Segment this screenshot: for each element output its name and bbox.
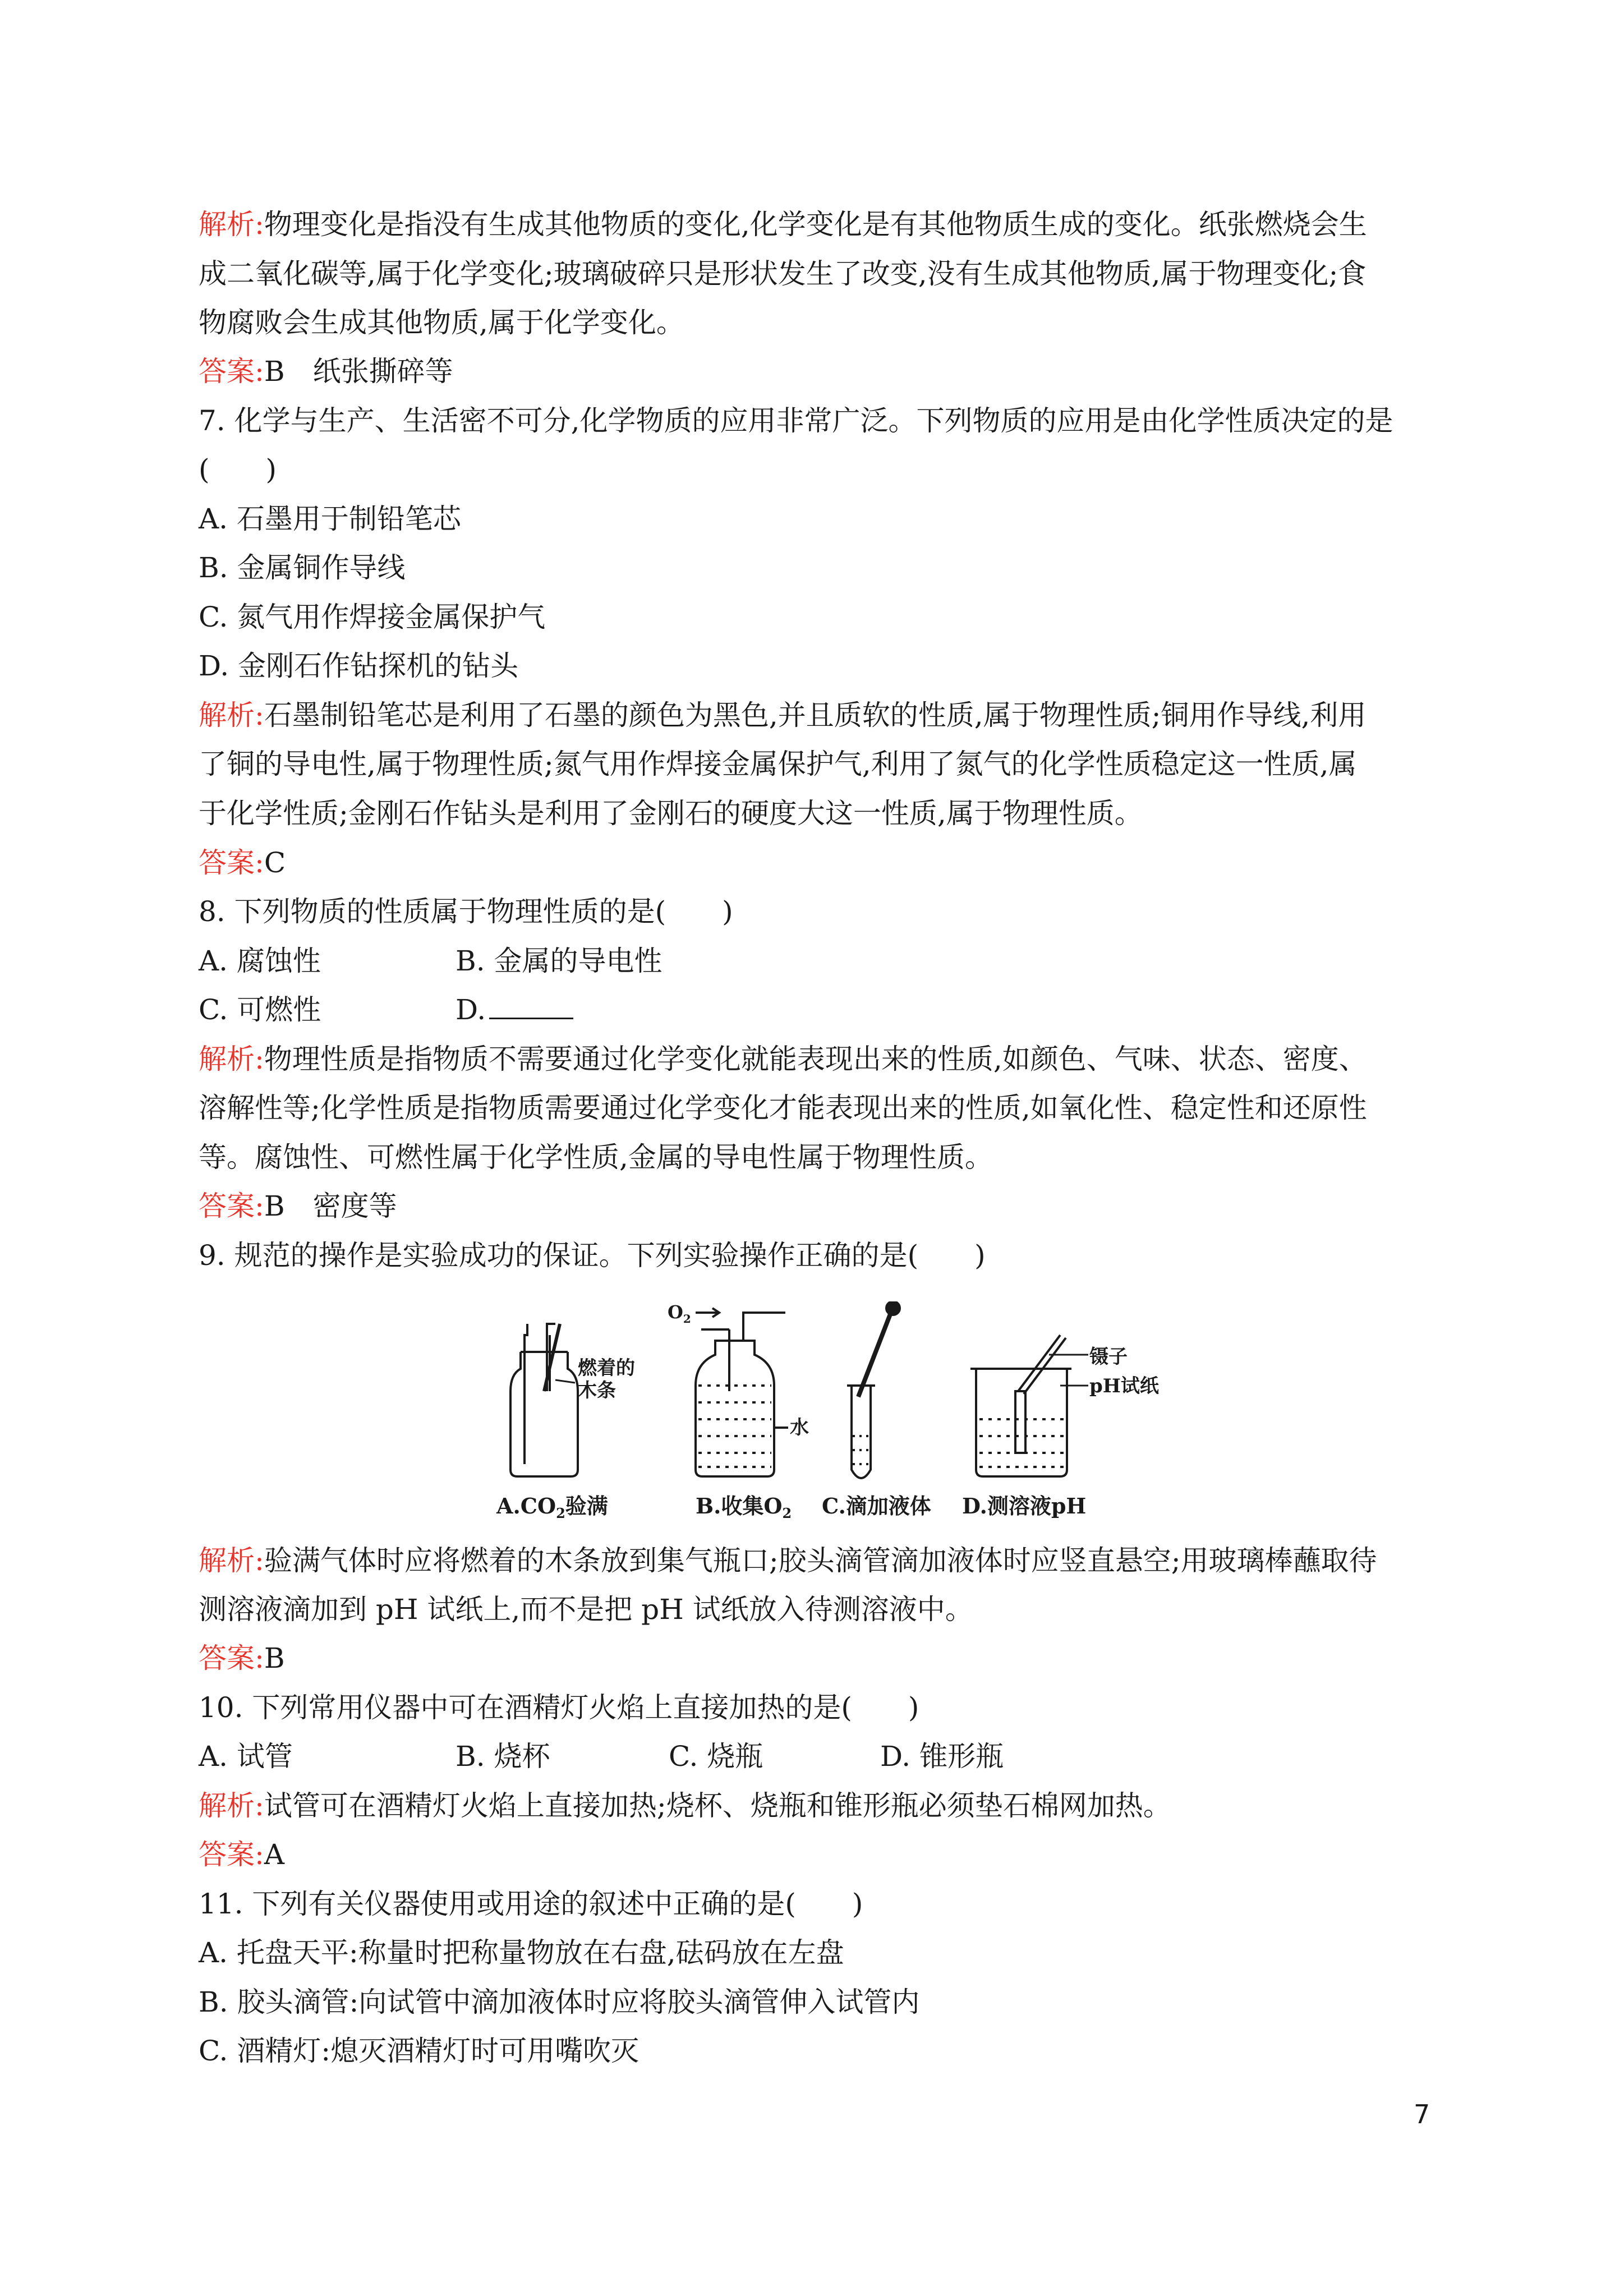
answer-label: 答案: xyxy=(199,846,264,879)
question-7-option-a: A. 石墨用于制铅笔芯 xyxy=(199,503,461,535)
question-11-option-c: C. 酒精灯:熄灭酒精灯时可用嘴吹灭 xyxy=(199,2035,640,2067)
answer-label: 答案: xyxy=(199,1190,264,1222)
question-11-option-a: A. 托盘天平:称量时把称量物放在右盘,砝码放在左盘 xyxy=(199,1936,844,1969)
question-9-answer: 答案:B xyxy=(199,1642,285,1674)
question-9-stem: 9. 规范的操作是实验成功的保证。下列实验操作正确的是( ) xyxy=(199,1239,986,1272)
caption-a: $A.CO_2$验满 xyxy=(496,1493,608,1521)
beaker-icon xyxy=(970,1369,1071,1476)
analysis-line: 成二氧化碳等,属于化学变化;玻璃破碎只是形状发生了改变,没有生成其他物质,属于物理变化;食 xyxy=(199,257,1367,290)
analysis-label: 解析: xyxy=(199,1789,264,1822)
question-7-analysis: 解析:石墨制铅笔芯是利用了石墨的颜色为黑色,并且质软的性质,属于物理性质;铜用作导线,利用 xyxy=(199,699,1367,731)
question-9-analysis: 测溶液滴加到 pH 试纸上,而不是把 pH 试纸放入待测溶液中。 xyxy=(199,1593,973,1626)
question-9-analysis: 解析:验满气体时应将燃着的木条放到集气瓶口;胶头滴管滴加液体时应竖直悬空;用玻璃棒蘸取待 xyxy=(199,1544,1377,1577)
fill-in-blank xyxy=(489,986,573,1019)
question-7-answer: 答案:C xyxy=(199,846,286,879)
question-10-option-d: D. 锥形瓶 xyxy=(880,1740,1004,1773)
question-8-option-d: D. xyxy=(456,985,573,1034)
answer-label: 答案: xyxy=(199,1642,264,1674)
question-8-analysis: 等。腐蚀性、可燃性属于化学性质,金属的导电性属于物理性质。 xyxy=(199,1141,993,1174)
question-10-option-a: A. 试管 xyxy=(199,1740,293,1773)
tweezers-icon xyxy=(1018,1335,1066,1394)
caption-d: D.测溶液pH xyxy=(962,1493,1087,1519)
question-8-answer: 答案:B 密度等 xyxy=(199,1190,397,1222)
analysis-label: 解析: xyxy=(199,699,264,731)
label-burning-stick: 燃着的 xyxy=(578,1357,635,1379)
label-ph-paper: pH试纸 xyxy=(1089,1375,1159,1397)
question-10-option-c: C. 烧瓶 xyxy=(669,1740,763,1773)
answer-line: 答案:B 纸张撕碎等 xyxy=(199,355,453,388)
question-10-option-b: B. 烧杯 xyxy=(456,1740,550,1773)
question-7-option-c: C. 氮气用作焊接金属保护气 xyxy=(199,601,546,633)
ph-paper-icon xyxy=(1015,1391,1025,1453)
question-8-option-c: C. 可燃性 xyxy=(199,993,321,1026)
collection-bottle-icon xyxy=(696,1308,788,1476)
page-number: 7 xyxy=(1414,2099,1430,2129)
question-7-option-b: B. 金属铜作导线 xyxy=(199,551,406,584)
question-8-option-a: A. 腐蚀性 xyxy=(199,945,321,977)
lab-operations-figure xyxy=(494,1301,1167,1526)
question-8-analysis: 溶解性等;化学性质是指物质需要通过化学变化才能表现出来的性质,如氧化性、稳定性和还原性 xyxy=(199,1092,1367,1124)
analysis-label: 解析: xyxy=(199,1544,264,1577)
question-8-analysis: 解析:物理性质是指物质不需要通过化学变化就能表现出来的性质,如颜色、气味、状态、密度、 xyxy=(199,1043,1367,1075)
analysis-line: 解析:物理变化是指没有生成其他物质的变化,化学变化是有其他物质生成的变化。纸张燃烧会生 xyxy=(199,208,1367,241)
gas-jar-icon xyxy=(510,1324,578,1476)
question-11-stem: 11. 下列有关仪器使用或用途的叙述中正确的是( ) xyxy=(199,1888,863,1920)
caption-b: B.收集$O_2$ xyxy=(696,1493,792,1521)
question-10-analysis: 解析:试管可在酒精灯火焰上直接加热;烧杯、烧瓶和锥形瓶必须垫石棉网加热。 xyxy=(199,1789,1171,1822)
answer-label: 答案: xyxy=(199,355,264,388)
label-o2: $O_2$ xyxy=(668,1301,691,1326)
caption-c: C.滴加液体 xyxy=(822,1493,931,1519)
question-10-stem: 10. 下列常用仪器中可在酒精灯火焰上直接加热的是( ) xyxy=(199,1691,919,1724)
analysis-label: 解析: xyxy=(199,1043,264,1075)
dropper-icon xyxy=(858,1301,900,1397)
test-tube-icon xyxy=(847,1386,875,1478)
question-7-option-d: D. 金刚石作钻探机的钻头 xyxy=(199,650,519,682)
question-7-stem: 7. 化学与生产、生活密不可分,化学物质的应用非常广泛。下列物质的应用是由化学性质决定的是 xyxy=(199,404,1393,437)
question-11-option-b: B. 胶头滴管:向试管中滴加液体时应将胶头滴管伸入试管内 xyxy=(199,1986,920,2018)
analysis-label: 解析: xyxy=(199,208,264,241)
analysis-line: 物腐败会生成其他物质,属于化学变化。 xyxy=(199,306,684,339)
question-7-analysis: 了铜的导电性,属于物理性质;氮气用作焊接金属保护气,利用了氮气的化学性质稳定这一性质,属 xyxy=(199,748,1357,780)
question-10-answer: 答案:A xyxy=(199,1838,284,1871)
label-water: 水 xyxy=(790,1416,809,1439)
label-tweezers: 镊子 xyxy=(1089,1346,1128,1368)
question-7-paren: ( ) xyxy=(199,453,277,486)
label-stick: 木条 xyxy=(578,1379,616,1402)
question-8-stem: 8. 下列物质的性质属于物理性质的是( ) xyxy=(199,895,733,928)
question-7-analysis: 于化学性质;金刚石作钻头是利用了金刚石的硬度大这一性质,属于物理性质。 xyxy=(199,797,1143,830)
question-8-option-b: B. 金属的导电性 xyxy=(456,945,663,977)
answer-label: 答案: xyxy=(199,1838,264,1871)
